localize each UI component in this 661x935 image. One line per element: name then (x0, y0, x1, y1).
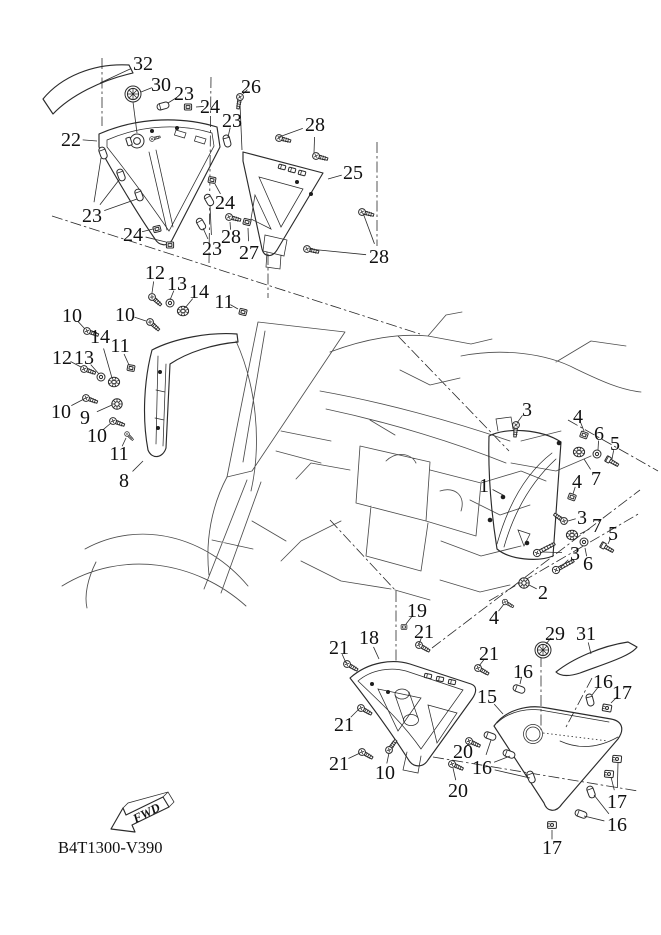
callout-3: 3 (570, 543, 580, 565)
clip-small-icon (298, 170, 306, 176)
callout-1: 1 (479, 475, 489, 497)
clip-icon (548, 822, 557, 829)
part-25-rivet (309, 192, 313, 196)
callout-31: 31 (576, 623, 596, 645)
callout-17: 17 (607, 791, 627, 813)
leader-line (100, 180, 119, 205)
callout-4: 4 (573, 406, 583, 428)
damper-icon (585, 693, 594, 706)
callout-24: 24 (200, 96, 220, 118)
callouts-layer (51, 53, 632, 859)
part-22-rivet (150, 129, 154, 133)
screw-icon (82, 394, 99, 406)
callout-16: 16 (607, 814, 627, 836)
callout-22: 22 (61, 129, 81, 151)
callout-9: 9 (80, 407, 90, 429)
screw-icon (312, 152, 329, 163)
damper-icon (222, 134, 231, 147)
nut-icon (401, 625, 407, 630)
callout-3: 3 (577, 507, 587, 529)
part-1-arm (496, 417, 556, 547)
clip-small-icon (448, 679, 456, 685)
part-1-bolthead (525, 541, 530, 546)
screw-icon (145, 317, 161, 332)
callout-5: 5 (608, 523, 618, 545)
leader-line (348, 753, 360, 759)
callout-10: 10 (115, 304, 135, 326)
callout-21: 21 (334, 714, 354, 736)
part-8-rivet (158, 370, 162, 374)
collar-icon (573, 447, 584, 457)
part-15-hole-inner (526, 727, 540, 741)
part-22-rivet (175, 126, 179, 130)
callout-16: 16 (472, 757, 492, 779)
callout-28: 28 (305, 114, 325, 136)
callout-18: 18 (359, 627, 379, 649)
centerline (398, 336, 509, 451)
callout-12: 12 (52, 347, 72, 369)
callout-29: 29 (545, 623, 565, 645)
leader-line (134, 317, 146, 321)
part-32-windshield-blade (43, 65, 133, 114)
part-8-inner (155, 356, 166, 446)
screw-icon (358, 208, 375, 219)
part-8-bracket (145, 334, 238, 457)
leader-line (584, 816, 604, 821)
part-1-stay (488, 417, 562, 559)
diagram-code: B4T1300-V390 (58, 838, 163, 857)
nut-icon (568, 493, 577, 501)
callout-17: 17 (542, 837, 562, 859)
callout-17: 17 (612, 682, 632, 704)
callout-2: 2 (538, 582, 548, 604)
nut-icon (153, 225, 162, 233)
callout-13: 13 (74, 347, 94, 369)
damper-icon (483, 731, 496, 741)
leader-line (568, 519, 576, 521)
callout-21: 21 (329, 637, 349, 659)
screw-icon (473, 663, 490, 677)
damper-icon (574, 809, 587, 819)
damper-icon (195, 217, 207, 231)
fwd-arrow (111, 792, 174, 832)
callout-28: 28 (221, 226, 241, 248)
callout-10: 10 (62, 305, 82, 327)
part-22-slots (174, 130, 206, 144)
callout-7: 7 (592, 515, 602, 537)
screw-icon (225, 213, 242, 224)
damper-icon (98, 146, 108, 159)
screw-icon (501, 598, 514, 609)
leader-line (493, 490, 503, 496)
grommet-icon (112, 399, 122, 409)
callout-21: 21 (414, 621, 434, 643)
part-8-outer (145, 334, 238, 457)
washer-icon (580, 538, 588, 546)
nut-icon (239, 308, 248, 316)
callout-30: 30 (151, 74, 171, 96)
dotted-line (543, 733, 608, 741)
nut-icon (580, 431, 589, 439)
washer-icon (166, 299, 174, 307)
leader-line (363, 213, 374, 244)
callout-16: 16 (513, 661, 533, 683)
callout-3: 3 (522, 399, 532, 421)
screw-icon (147, 292, 163, 307)
callout-14: 14 (90, 326, 110, 348)
damper-icon (586, 785, 596, 798)
screw-icon (552, 511, 569, 525)
screw-icon (149, 135, 161, 142)
callout-16: 16 (593, 671, 613, 693)
collar-icon (177, 306, 188, 316)
leader-line (248, 228, 249, 241)
damper-icon (502, 749, 515, 759)
callout-26: 26 (241, 76, 261, 98)
callout-21: 21 (479, 643, 499, 665)
callout-11: 11 (109, 443, 129, 465)
part-1-bolthead (488, 518, 493, 523)
leader-line (328, 175, 342, 179)
callout-13: 13 (167, 273, 187, 295)
boss-icon (126, 134, 144, 148)
screw-icon (384, 738, 398, 755)
part-18-rivet (386, 690, 390, 694)
clip-icon (612, 755, 621, 763)
callout-23: 23 (222, 110, 242, 132)
leader-line (580, 529, 589, 534)
leader-line (314, 137, 315, 153)
leader-line (494, 756, 510, 762)
motorcycle-sketch (62, 312, 641, 608)
damper-icon (512, 684, 525, 694)
clip-small-icon (288, 167, 296, 173)
part-18-rivet (370, 682, 374, 686)
callout-21: 21 (329, 753, 349, 775)
callout-32: 32 (133, 53, 153, 75)
clip-small-icon (278, 164, 286, 170)
leader-line (142, 229, 153, 232)
part-1-bolthead (557, 441, 562, 446)
callout-24: 24 (123, 224, 143, 246)
leader-line (584, 459, 591, 469)
callout-24: 24 (215, 192, 235, 214)
callout-28: 28 (369, 246, 389, 268)
clip-icon (602, 704, 612, 712)
fwd-label: FWD (130, 800, 163, 826)
leader-line (100, 68, 131, 83)
callout-23: 23 (174, 83, 194, 105)
leader-line (611, 777, 614, 790)
damper-icon (526, 770, 536, 783)
leader-line (133, 461, 143, 471)
washer-icon (97, 373, 105, 381)
screw-icon (357, 747, 374, 761)
callout-23: 23 (202, 238, 222, 260)
callout-7: 7 (591, 468, 601, 490)
part-1-outer (489, 430, 561, 559)
part-8-rivet (156, 426, 160, 430)
leader-line (499, 604, 505, 611)
centerline (432, 490, 640, 648)
callout-10: 10 (51, 401, 71, 423)
callout-25: 25 (343, 162, 363, 184)
emblem-icon (125, 86, 141, 102)
leader-line (617, 763, 618, 788)
screw-icon (109, 417, 126, 429)
clip-small-icon (436, 676, 444, 682)
grommet-icon (519, 578, 529, 588)
leader-line (529, 585, 537, 589)
washer-icon (593, 450, 601, 458)
callout-20: 20 (448, 780, 468, 802)
leader-line (210, 205, 211, 235)
nut-icon (166, 242, 173, 248)
callout-20: 20 (453, 741, 473, 763)
part-25-rivet (295, 180, 299, 184)
leader-line (97, 405, 112, 412)
callout-19: 19 (407, 600, 427, 622)
leader-line (543, 552, 562, 553)
collar-icon (108, 377, 119, 387)
nut-icon (127, 364, 135, 371)
callout-4: 4 (572, 471, 582, 493)
part-1-bolthead (501, 495, 506, 500)
callout-10: 10 (87, 425, 107, 447)
leader-line (453, 768, 456, 780)
callout-15: 15 (477, 686, 497, 708)
damper-icon (203, 193, 215, 207)
callout-12: 12 (145, 262, 165, 284)
part-25-cutouts (251, 177, 303, 229)
clip-icon (604, 770, 613, 778)
leader-line (94, 158, 101, 202)
collar-icon (566, 530, 577, 540)
callout-5: 5 (610, 433, 620, 455)
nut-icon (208, 176, 216, 183)
callout-23: 23 (82, 205, 102, 227)
leader-line (83, 140, 97, 141)
leader-line (146, 237, 166, 242)
clip-small-icon (424, 673, 432, 679)
leader-line (71, 399, 84, 406)
connector-line (133, 102, 137, 133)
callout-11: 11 (214, 291, 234, 313)
leader-line (486, 740, 491, 755)
callout-6: 6 (594, 423, 604, 445)
leader-line (279, 128, 303, 137)
callout-8: 8 (119, 470, 129, 492)
damper-icon (156, 101, 169, 110)
callout-4: 4 (489, 607, 499, 629)
callout-27: 27 (239, 242, 259, 264)
part-22-strut (149, 150, 173, 230)
callout-11: 11 (110, 335, 130, 357)
callout-14: 14 (189, 281, 209, 303)
nut-icon (243, 218, 252, 226)
callout-6: 6 (583, 553, 593, 575)
callout-10: 10 (375, 762, 395, 784)
